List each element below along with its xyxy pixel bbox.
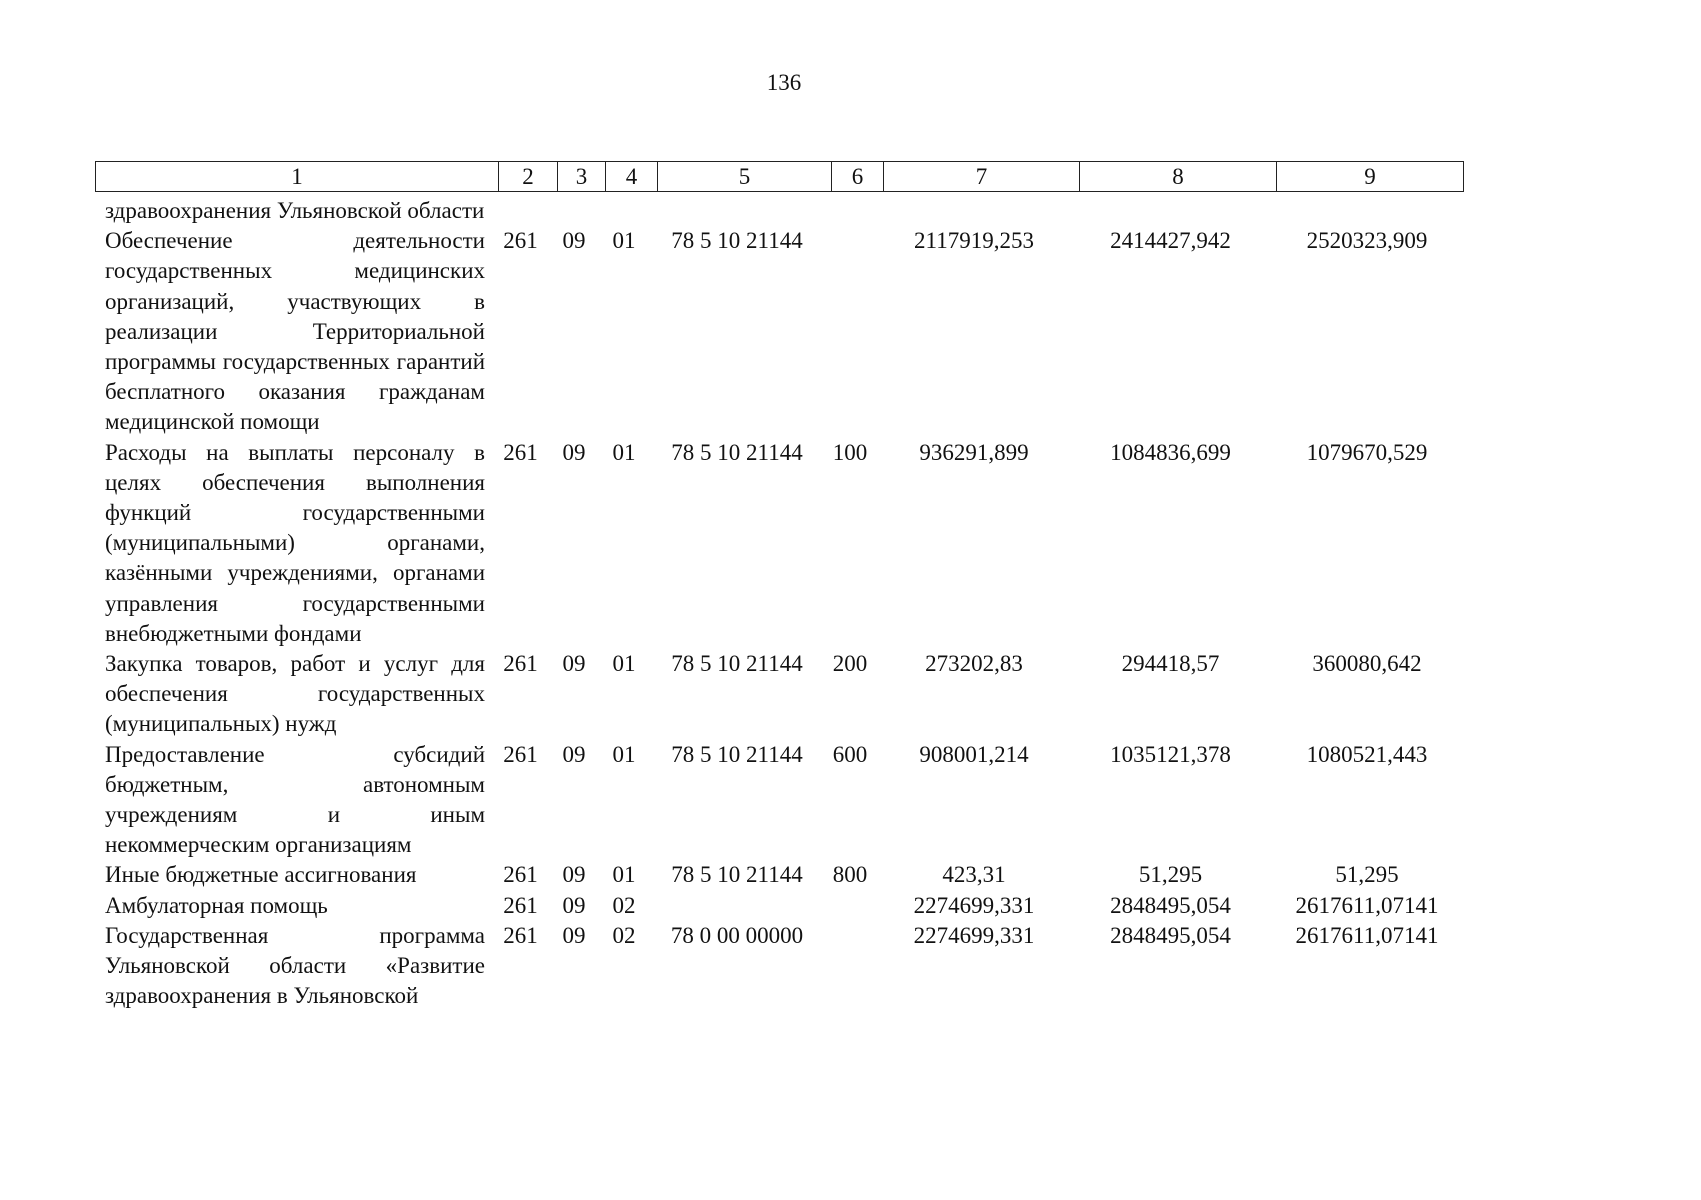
row-name: Амбулаторная помощь: [105, 892, 328, 918]
cell-pr: 01: [612, 439, 636, 465]
header-cell: 5: [658, 162, 832, 192]
cell-year1: 2117919,253: [914, 228, 1034, 254]
cell-grbs: 261: [503, 741, 538, 767]
cell-csr: 78 0 00 00000: [670, 922, 804, 948]
table-row: [95, 226, 1465, 437]
header-cell: 7: [884, 162, 1080, 192]
cell-year3: 2617611,07141: [1295, 922, 1439, 948]
header-cell: 1: [96, 162, 499, 192]
cell-pr: 01: [612, 228, 636, 254]
cell-rz: 09: [562, 228, 586, 254]
cell-year3: 1080521,443: [1306, 741, 1428, 767]
cell-rz: 09: [562, 892, 586, 918]
cell-grbs: 261: [503, 439, 538, 465]
cell-rz: 09: [562, 922, 586, 948]
cell-rz: 09: [562, 741, 586, 767]
cell-year2: 1084836,699: [1110, 439, 1231, 465]
row-name: Обеспечение деятельности государственных медицинских организаций, участвующих в реализации Территориальной программы государственных гарантий бесплатного оказания гражданам медицинской помощи: [105, 228, 485, 435]
cell-year1: 908001,214: [919, 741, 1029, 767]
budget-table-body: [95, 196, 1465, 1011]
header-cell: 8: [1080, 162, 1277, 192]
header-cell: 2: [499, 162, 558, 192]
cell-year1: 2274699,331: [913, 922, 1035, 948]
cell-grbs: 261: [503, 922, 538, 948]
cell-vr: 200: [832, 651, 868, 677]
table-row: [95, 860, 1465, 890]
cell-grbs: 261: [503, 862, 538, 888]
cell-rz: 09: [562, 439, 586, 465]
cell-csr: 78 5 10 21144: [671, 741, 803, 767]
table-row: [95, 921, 1465, 1012]
cell-year2: 51,295: [1138, 862, 1203, 888]
cell-year3: 1079670,529: [1306, 439, 1428, 465]
header-cell: 4: [606, 162, 658, 192]
cell-csr: 78 5 10 21144: [671, 862, 803, 888]
cell-rz: 09: [562, 651, 586, 677]
column-number-header: [95, 161, 1464, 192]
cell-year1: 2274699,331: [913, 892, 1035, 918]
cell-year1: 273202,83: [925, 651, 1023, 677]
cell-grbs: 261: [503, 892, 538, 918]
cell-year2: 2848495,054: [1110, 892, 1231, 918]
row-name: здравоохранения Ульяновской области: [105, 198, 485, 223]
row-name: Государственная программа Ульяновской области «Развитие здравоохранения в Ульяновской: [105, 922, 485, 1009]
cell-vr: 800: [832, 862, 868, 888]
cell-grbs: 261: [503, 228, 538, 254]
cell-csr: 78 5 10 21144: [671, 651, 803, 677]
header-cell: 9: [1277, 162, 1464, 192]
row-name: Закупка товаров, работ и услуг для обеспечения государственных (муниципальных) нужд: [105, 651, 485, 737]
table-row: [95, 438, 1465, 649]
cell-pr: 01: [612, 741, 636, 767]
cell-year3: 51,295: [1335, 862, 1399, 888]
table-row: [95, 891, 1465, 921]
header-cell: 6: [832, 162, 884, 192]
cell-year2: 1035121,378: [1110, 741, 1231, 767]
cell-pr: 02: [612, 922, 636, 948]
row-name: Предоставление субсидий бюджетным, автономным учреждениям и иным некоммерческим организациям: [105, 741, 485, 858]
cell-csr: 78 5 10 21144: [671, 439, 803, 465]
cell-year3: 2617611,07141: [1295, 892, 1439, 918]
cell-vr: 600: [832, 741, 868, 767]
cell-year1: 423,31: [942, 862, 1006, 888]
cell-csr: 78 5 10 21144: [671, 228, 803, 254]
cell-year3: 360080,642: [1312, 651, 1422, 677]
cell-year3: 2520323,909: [1306, 228, 1428, 254]
table-row: [95, 740, 1465, 861]
cell-rz: 09: [562, 862, 586, 888]
header-cell: 3: [558, 162, 606, 192]
table-row: [95, 649, 1465, 740]
table-row: [95, 196, 1465, 226]
row-name: Расходы на выплаты персоналу в целях обеспечения выполнения функций государственными (муниципальными) органами, казёнными учреждениями, органами управления государственными внебюджетными фондами: [105, 439, 485, 646]
cell-year2: 294418,57: [1121, 651, 1220, 677]
cell-pr: 01: [612, 651, 636, 677]
cell-year1: 936291,899: [919, 439, 1029, 465]
cell-year2: 2414427,942: [1110, 228, 1231, 254]
cell-year2: 2848495,054: [1110, 922, 1231, 948]
cell-grbs: 261: [503, 651, 538, 677]
row-name: Иные бюджетные ассигнования: [105, 862, 417, 888]
cell-vr: 100: [832, 439, 868, 465]
header-row: [96, 162, 1464, 192]
page-number: 136: [766, 70, 802, 95]
cell-pr: 01: [612, 862, 636, 888]
cell-pr: 02: [612, 892, 636, 918]
